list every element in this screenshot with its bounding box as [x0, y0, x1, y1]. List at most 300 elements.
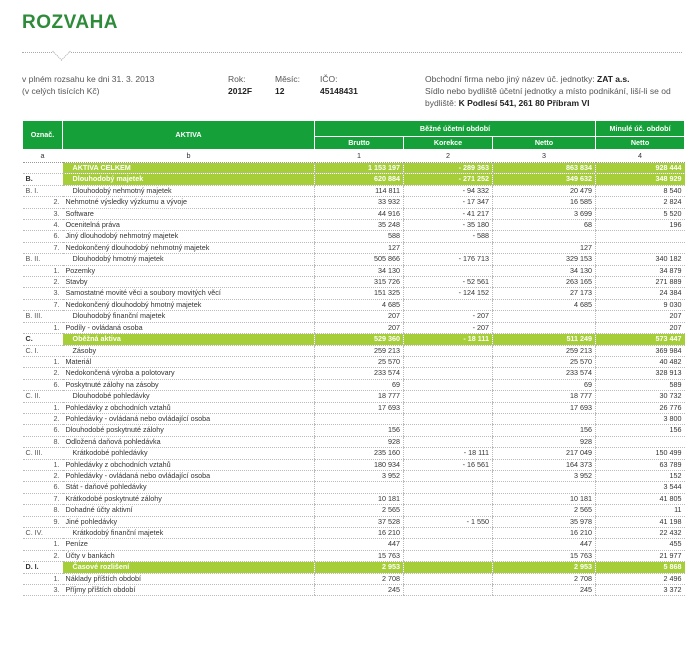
- row-name: Dlouhodobý finanční majetek: [63, 311, 315, 322]
- header-minule-obdobi: Minulé úč. období: [596, 121, 685, 137]
- cell-netto-minule: 573 447: [596, 334, 685, 345]
- row-code: C.: [23, 334, 63, 345]
- table-row: [23, 185, 685, 196]
- row-code: 8.: [23, 436, 63, 447]
- table-row: [23, 197, 685, 208]
- cell-netto-minule: 348 929: [596, 174, 685, 185]
- cell-netto-minule: 2 496: [596, 573, 685, 584]
- cell-netto: 164 373: [493, 459, 596, 470]
- row-name: Účty v bankách: [63, 550, 315, 561]
- table-row: [23, 391, 685, 402]
- index-3: 3: [493, 150, 596, 163]
- header-brutto: Brutto: [315, 137, 404, 150]
- cell-brutto: 69: [315, 379, 404, 390]
- cell-brutto: 1 153 197: [315, 163, 404, 174]
- cell-korekce: - 1 550: [404, 516, 493, 527]
- cell-brutto: 18 777: [315, 391, 404, 402]
- table-row: [23, 448, 685, 459]
- cell-netto-minule: 41 198: [596, 516, 685, 527]
- cell-korekce: - 207: [404, 311, 493, 322]
- table-row: [23, 311, 685, 322]
- table-row: [23, 288, 685, 299]
- cell-brutto: [315, 413, 404, 424]
- cell-brutto: 447: [315, 539, 404, 550]
- cell-korekce: - 271 252: [404, 174, 493, 185]
- row-name: Nehmotné výsledky výzkumu a vývoje: [63, 197, 315, 208]
- row-name: Nedokončený dlouhodobý nehmotný majetek: [63, 242, 315, 253]
- cell-netto: 263 165: [493, 277, 596, 288]
- cell-brutto: 259 213: [315, 345, 404, 356]
- cell-netto: 68: [493, 220, 596, 231]
- sidlo-label: Sídlo nebo bydliště účetní jednotky a místo podnikání, liší-li se od: [425, 86, 671, 96]
- row-code: 1.: [23, 265, 63, 276]
- cell-brutto: 233 574: [315, 368, 404, 379]
- row-name: Podíly - ovládaná osoba: [63, 322, 315, 333]
- cell-netto: 2 708: [493, 573, 596, 584]
- row-code: [23, 163, 63, 174]
- table-row: [23, 299, 685, 310]
- mesic-value: 12: [275, 86, 285, 96]
- cell-netto: 349 632: [493, 174, 596, 185]
- row-name: Nedokončený dlouhodobý hmotný majetek: [63, 299, 315, 310]
- index-a: a: [23, 150, 63, 163]
- table-row: [23, 493, 685, 504]
- cell-brutto: 35 248: [315, 220, 404, 231]
- cell-korekce: [404, 356, 493, 367]
- table-row: [23, 334, 685, 345]
- cell-netto: 127: [493, 242, 596, 253]
- cell-netto: 69: [493, 379, 596, 390]
- cell-korekce: [404, 528, 493, 539]
- cell-korekce: - 17 347: [404, 197, 493, 208]
- row-name: Pozemky: [63, 265, 315, 276]
- firm-value: ZAT a.s.: [597, 74, 630, 84]
- row-code: 6.: [23, 231, 63, 242]
- row-name: Ocenitelná práva: [63, 220, 315, 231]
- table-row: [23, 345, 685, 356]
- cell-netto: [493, 231, 596, 242]
- cell-brutto: 156: [315, 425, 404, 436]
- table-row: [23, 562, 685, 573]
- table-row: [23, 231, 685, 242]
- table-row: [23, 163, 685, 174]
- cell-netto: 15 763: [493, 550, 596, 561]
- table-row: [23, 528, 685, 539]
- row-name: Náklady příštích období: [63, 573, 315, 584]
- cell-netto-minule: 271 889: [596, 277, 685, 288]
- cell-netto: 928: [493, 436, 596, 447]
- index-b: b: [63, 150, 315, 163]
- table-row: [23, 174, 685, 185]
- row-code: 1.: [23, 573, 63, 584]
- cell-brutto: 2 953: [315, 562, 404, 573]
- cell-korekce: - 16 561: [404, 459, 493, 470]
- scope-line-1: v plném rozsahu ke dni 31. 3. 2013: [22, 74, 155, 84]
- cell-korekce: [404, 562, 493, 573]
- cell-korekce: - 94 332: [404, 185, 493, 196]
- cell-korekce: - 18 111: [404, 334, 493, 345]
- cell-brutto: 928: [315, 436, 404, 447]
- row-code: 2.: [23, 550, 63, 561]
- cell-netto: 16 585: [493, 197, 596, 208]
- cell-netto-minule: 3 800: [596, 413, 685, 424]
- cell-netto-minule: 34 879: [596, 265, 685, 276]
- cell-netto: [493, 482, 596, 493]
- row-name: Stát - daňové pohledávky: [63, 482, 315, 493]
- table-row: [23, 265, 685, 276]
- cell-netto: 217 049: [493, 448, 596, 459]
- cell-brutto: 34 130: [315, 265, 404, 276]
- cell-netto: 4 685: [493, 299, 596, 310]
- row-code: B.: [23, 174, 63, 185]
- cell-korekce: [404, 379, 493, 390]
- cell-netto: 259 213: [493, 345, 596, 356]
- row-name: Odložená daňová pohledávka: [63, 436, 315, 447]
- row-name: Jiný dlouhodobý nehmotný majetek: [63, 231, 315, 242]
- row-code: C. I.: [23, 345, 63, 356]
- table-row: [23, 482, 685, 493]
- rok-value: 2012F: [228, 86, 253, 96]
- row-code: 1.: [23, 322, 63, 333]
- cell-netto-minule: 3 372: [596, 585, 685, 596]
- table-row: [23, 220, 685, 231]
- cell-netto: 34 130: [493, 265, 596, 276]
- cell-brutto: 114 811: [315, 185, 404, 196]
- row-code: 2.: [23, 277, 63, 288]
- cell-korekce: [404, 493, 493, 504]
- cell-brutto: 17 693: [315, 402, 404, 413]
- cell-korekce: [404, 482, 493, 493]
- cell-netto-minule: 928 444: [596, 163, 685, 174]
- header-netto-minule: Netto: [596, 137, 685, 150]
- cell-netto: 2 565: [493, 505, 596, 516]
- row-name: Peníze: [63, 539, 315, 550]
- cell-netto: [493, 322, 596, 333]
- row-name: Pohledávky - ovládaná nebo ovládající osoba: [63, 413, 315, 424]
- cell-netto: 18 777: [493, 391, 596, 402]
- cell-netto-minule: 455: [596, 539, 685, 550]
- balance-sheet-table: [22, 120, 685, 596]
- cell-korekce: [404, 265, 493, 276]
- cell-brutto: 16 210: [315, 528, 404, 539]
- row-code: 9.: [23, 516, 63, 527]
- cell-brutto: 529 360: [315, 334, 404, 345]
- cell-netto: 329 153: [493, 254, 596, 265]
- row-name: Stavby: [63, 277, 315, 288]
- cell-brutto: 620 884: [315, 174, 404, 185]
- cell-korekce: - 35 180: [404, 220, 493, 231]
- cell-brutto: 151 325: [315, 288, 404, 299]
- cell-netto: 863 834: [493, 163, 596, 174]
- rok-label: Rok:: [228, 74, 246, 84]
- cell-netto-minule: 328 913: [596, 368, 685, 379]
- row-code: 1.: [23, 459, 63, 470]
- cell-netto-minule: 22 432: [596, 528, 685, 539]
- mesic-block: [275, 73, 300, 97]
- row-name: Krátkodobé pohledávky: [63, 448, 315, 459]
- header-aktiva: AKTIVA: [63, 121, 315, 150]
- cell-brutto: 2 565: [315, 505, 404, 516]
- header-korekce: Korekce: [404, 137, 493, 150]
- row-code: 7.: [23, 493, 63, 504]
- divider-notch: [52, 42, 70, 60]
- table-row: [23, 573, 685, 584]
- cell-netto-minule: 207: [596, 322, 685, 333]
- row-code: 3.: [23, 585, 63, 596]
- table-body: [23, 163, 685, 596]
- ico-label: IČO:: [320, 74, 338, 84]
- row-code: 6.: [23, 425, 63, 436]
- table-row: [23, 425, 685, 436]
- table-row: [23, 322, 685, 333]
- row-code: 7.: [23, 299, 63, 310]
- cell-netto-minule: 152: [596, 470, 685, 481]
- cell-korekce: - 124 152: [404, 288, 493, 299]
- cell-brutto: 207: [315, 311, 404, 322]
- cell-brutto: 588: [315, 231, 404, 242]
- table-row: [23, 379, 685, 390]
- cell-brutto: 505 866: [315, 254, 404, 265]
- row-code: 3.: [23, 208, 63, 219]
- cell-brutto: 25 570: [315, 356, 404, 367]
- cell-netto-minule: 207: [596, 311, 685, 322]
- cell-netto-minule: 5 520: [596, 208, 685, 219]
- row-code: 6.: [23, 379, 63, 390]
- cell-netto-minule: 11: [596, 505, 685, 516]
- header-bezne-obdobi: Běžné účetní období: [315, 121, 596, 137]
- row-name: Krátkodobé poskytnuté zálohy: [63, 493, 315, 504]
- cell-korekce: [404, 242, 493, 253]
- cell-brutto: [315, 482, 404, 493]
- cell-netto: 16 210: [493, 528, 596, 539]
- row-code: 1.: [23, 402, 63, 413]
- cell-brutto: 33 932: [315, 197, 404, 208]
- cell-netto-minule: 369 984: [596, 345, 685, 356]
- cell-korekce: [404, 345, 493, 356]
- cell-korekce: - 18 111: [404, 448, 493, 459]
- row-code: D. I.: [23, 562, 63, 573]
- row-code: 1.: [23, 356, 63, 367]
- cell-netto-minule: 8 540: [596, 185, 685, 196]
- row-name: Krátkodobý finanční majetek: [63, 528, 315, 539]
- cell-netto-minule: 589: [596, 379, 685, 390]
- table-row: [23, 436, 685, 447]
- cell-netto: [493, 413, 596, 424]
- table-row: [23, 459, 685, 470]
- cell-netto: [493, 311, 596, 322]
- table-row: [23, 254, 685, 265]
- row-code: B. II.: [23, 254, 63, 265]
- cell-netto-minule: 26 776: [596, 402, 685, 413]
- cell-netto-minule: 196: [596, 220, 685, 231]
- cell-korekce: [404, 470, 493, 481]
- cell-brutto: 235 160: [315, 448, 404, 459]
- cell-korekce: - 176 713: [404, 254, 493, 265]
- cell-netto: 3 699: [493, 208, 596, 219]
- cell-netto-minule: 41 805: [596, 493, 685, 504]
- cell-netto: 2 953: [493, 562, 596, 573]
- cell-korekce: [404, 550, 493, 561]
- cell-netto-minule: [596, 231, 685, 242]
- cell-korekce: - 41 217: [404, 208, 493, 219]
- cell-netto-minule: [596, 436, 685, 447]
- firm-block: [425, 73, 687, 109]
- cell-netto-minule: 9 030: [596, 299, 685, 310]
- cell-korekce: [404, 539, 493, 550]
- table-row: [23, 413, 685, 424]
- cell-netto-minule: [596, 242, 685, 253]
- row-code: 6.: [23, 482, 63, 493]
- rok-block: [228, 73, 252, 97]
- row-name: Oběžná aktiva: [63, 334, 315, 345]
- index-1: 1: [315, 150, 404, 163]
- cell-korekce: - 207: [404, 322, 493, 333]
- index-4: 4: [596, 150, 685, 163]
- row-name: Dohadné účty aktivní: [63, 505, 315, 516]
- row-code: 2.: [23, 197, 63, 208]
- table-row: [23, 368, 685, 379]
- cell-netto: 27 173: [493, 288, 596, 299]
- cell-netto: 233 574: [493, 368, 596, 379]
- cell-korekce: [404, 573, 493, 584]
- row-code: 8.: [23, 505, 63, 516]
- row-code: 2.: [23, 368, 63, 379]
- table-row: [23, 242, 685, 253]
- cell-brutto: 10 181: [315, 493, 404, 504]
- cell-netto-minule: 21 977: [596, 550, 685, 561]
- ico-block: [320, 73, 358, 97]
- row-name: Software: [63, 208, 315, 219]
- row-name: AKTIVA CELKEM: [63, 163, 315, 174]
- table-row: [23, 516, 685, 527]
- table-row: [23, 277, 685, 288]
- cell-netto-minule: 156: [596, 425, 685, 436]
- row-code: B. I.: [23, 185, 63, 196]
- cell-brutto: 2 708: [315, 573, 404, 584]
- cell-brutto: 3 952: [315, 470, 404, 481]
- sidlo-label-2: bydliště:: [425, 98, 457, 108]
- cell-brutto: 4 685: [315, 299, 404, 310]
- cell-brutto: 245: [315, 585, 404, 596]
- cell-korekce: - 289 363: [404, 163, 493, 174]
- table-row: [23, 470, 685, 481]
- row-name: Dlouhodobý majetek: [63, 174, 315, 185]
- cell-netto: 10 181: [493, 493, 596, 504]
- row-name: Dlouhodobý nehmotný majetek: [63, 185, 315, 196]
- row-name: Materiál: [63, 356, 315, 367]
- cell-netto: 447: [493, 539, 596, 550]
- cell-brutto: 315 726: [315, 277, 404, 288]
- cell-netto-minule: 24 384: [596, 288, 685, 299]
- row-name: Časové rozlišení: [63, 562, 315, 573]
- row-name: Poskytnuté zálohy na zásoby: [63, 379, 315, 390]
- cell-korekce: [404, 505, 493, 516]
- row-name: Pohledávky z obchodních vztahů: [63, 402, 315, 413]
- header-netto: Netto: [493, 137, 596, 150]
- table-row: [23, 550, 685, 561]
- cell-netto: 245: [493, 585, 596, 596]
- cell-netto-minule: 150 499: [596, 448, 685, 459]
- cell-korekce: - 52 561: [404, 277, 493, 288]
- cell-netto: 3 952: [493, 470, 596, 481]
- cell-korekce: [404, 368, 493, 379]
- index-2: 2: [404, 150, 493, 163]
- cell-brutto: 127: [315, 242, 404, 253]
- sidlo-value: K Podlesí 541, 261 80 Příbram VI: [458, 98, 590, 108]
- cell-netto: 511 249: [493, 334, 596, 345]
- cell-korekce: [404, 425, 493, 436]
- cell-netto: 17 693: [493, 402, 596, 413]
- row-code: 4.: [23, 220, 63, 231]
- scope-info: [22, 73, 154, 97]
- cell-netto: 20 479: [493, 185, 596, 196]
- row-code: C. II.: [23, 391, 63, 402]
- cell-brutto: 15 763: [315, 550, 404, 561]
- row-code: B. III.: [23, 311, 63, 322]
- cell-netto-minule: 340 182: [596, 254, 685, 265]
- row-name: Zásoby: [63, 345, 315, 356]
- row-name: Jiné pohledávky: [63, 516, 315, 527]
- row-name: Nedokončená výroba a polotovary: [63, 368, 315, 379]
- header-oznac: Označ.: [23, 121, 63, 150]
- cell-korekce: [404, 299, 493, 310]
- table-row: [23, 505, 685, 516]
- row-code: 1.: [23, 539, 63, 550]
- cell-netto-minule: 2 824: [596, 197, 685, 208]
- table-row: [23, 208, 685, 219]
- row-code: 2.: [23, 413, 63, 424]
- row-name: Samostatné movité věci a soubory movitých věcí: [63, 288, 315, 299]
- row-code: 7.: [23, 242, 63, 253]
- cell-brutto: 44 916: [315, 208, 404, 219]
- cell-korekce: [404, 585, 493, 596]
- cell-netto-minule: 5 868: [596, 562, 685, 573]
- row-name: Příjmy příštích období: [63, 585, 315, 596]
- cell-korekce: [404, 436, 493, 447]
- cell-netto-minule: 3 544: [596, 482, 685, 493]
- cell-brutto: 37 528: [315, 516, 404, 527]
- cell-netto-minule: 30 732: [596, 391, 685, 402]
- row-name: Dlouhodobé pohledávky: [63, 391, 315, 402]
- cell-korekce: [404, 391, 493, 402]
- cell-korekce: [404, 413, 493, 424]
- row-code: C. IV.: [23, 528, 63, 539]
- ico-value: 45148431: [320, 86, 358, 96]
- row-code: 2.: [23, 470, 63, 481]
- cell-brutto: 207: [315, 322, 404, 333]
- cell-netto: 35 978: [493, 516, 596, 527]
- row-name: Pohledávky - ovládaná nebo ovládající osoba: [63, 470, 315, 481]
- cell-netto: 25 570: [493, 356, 596, 367]
- cell-netto-minule: 63 789: [596, 459, 685, 470]
- row-name: Dlouhodobé poskytnuté zálohy: [63, 425, 315, 436]
- divider: [22, 52, 682, 53]
- cell-korekce: [404, 402, 493, 413]
- table-row: [23, 402, 685, 413]
- row-name: Dlouhodobý hmotný majetek: [63, 254, 315, 265]
- table-row: [23, 585, 685, 596]
- cell-netto: 156: [493, 425, 596, 436]
- cell-brutto: 180 934: [315, 459, 404, 470]
- row-name: Pohledávky z obchodních vztahů: [63, 459, 315, 470]
- cell-netto-minule: 40 482: [596, 356, 685, 367]
- scope-line-2: (v celých tisících Kč): [22, 86, 100, 96]
- mesic-label: Měsíc:: [275, 74, 301, 84]
- table-row: [23, 539, 685, 550]
- firm-label: Obchodní firma nebo jiný název úč. jednotky:: [425, 74, 595, 84]
- page-title: ROZVAHA: [22, 12, 119, 33]
- row-code: 3.: [23, 288, 63, 299]
